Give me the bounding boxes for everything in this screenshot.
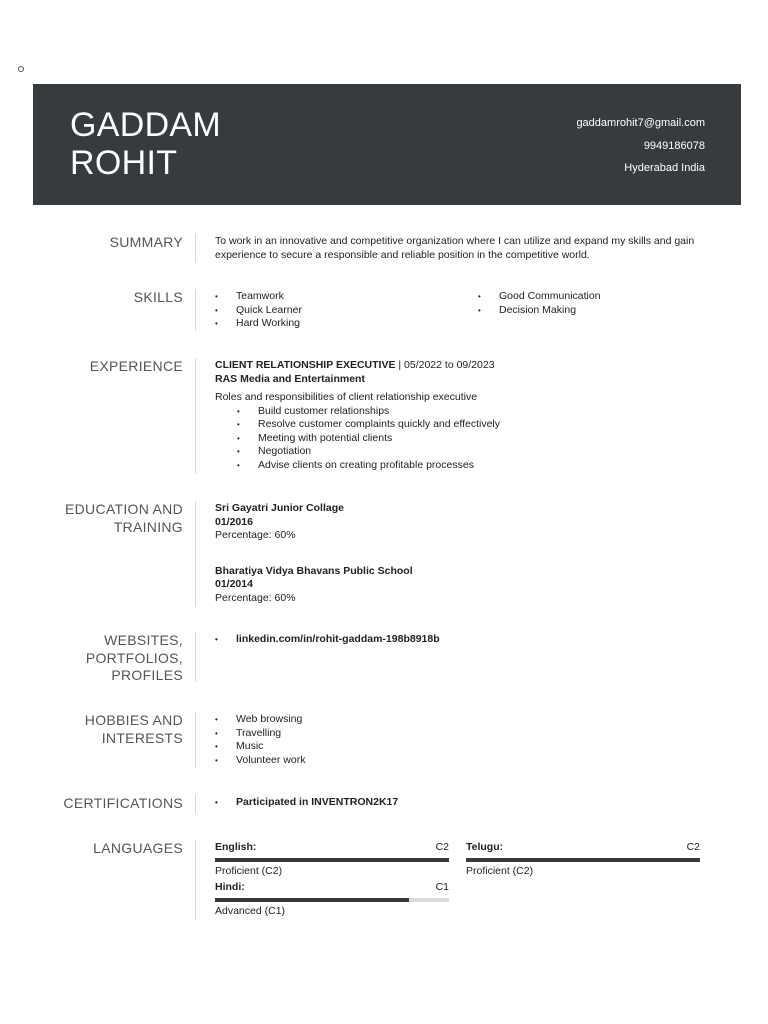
company-name: RAS Media and Entertainment: [215, 372, 365, 385]
language-level-bar: [466, 858, 700, 862]
certification-item: • Participated in INVENTRON2K17: [215, 796, 715, 810]
section-title-education: [65, 501, 183, 536]
section-title-experience: EXPERIENCE: [89, 358, 183, 374]
duty-item: • Advise clients on creating profitable processes: [237, 459, 715, 473]
language-level-fill: [466, 858, 700, 862]
experience-body: [215, 359, 715, 472]
summary-section: [0, 234, 768, 264]
phone-text: 9949186078: [643, 139, 705, 152]
hobby-item: • Volunteer work: [215, 754, 715, 768]
language-level: Proficient (C2): [466, 865, 534, 877]
section-title-certifications: CERTIFICATIONS: [63, 795, 183, 811]
contact-block: [576, 112, 705, 180]
language-level: Advanced (C1): [215, 905, 286, 917]
school-result: Percentage: 60%: [215, 591, 296, 604]
section-title-line: HOBBIES AND: [84, 712, 183, 728]
duty-item: • Build customer relationships: [237, 405, 715, 419]
language-level-fill: [215, 898, 409, 902]
section-title-line: WEBSITES,: [104, 632, 183, 648]
section-title-summary: SUMMARY: [109, 234, 183, 250]
hobby-item: • Web browsing: [215, 713, 715, 727]
full-name: [70, 106, 221, 182]
skill-item: • Quick Learner: [215, 304, 302, 318]
section-divider: [195, 358, 196, 474]
section-divider: [195, 632, 196, 682]
job-intro: Roles and responsibilities of client relationship executive: [215, 391, 478, 403]
language-code: C2: [435, 841, 449, 853]
job-title: CLIENT RELATIONSHIP EXECUTIVE: [215, 359, 396, 371]
websites-body: [215, 633, 715, 647]
section-divider: [195, 840, 196, 920]
certifications-body: [215, 796, 715, 810]
skills-section: [0, 289, 768, 331]
language-header: [215, 841, 449, 854]
section-title-languages: LANGUAGES: [93, 840, 183, 856]
email-text[interactable]: gaddamrohit7@gmail.com: [576, 117, 705, 129]
location-text: Hyderabad India: [624, 162, 705, 174]
skill-item: • Hard Working: [215, 317, 302, 331]
name-line-last: ROHIT: [70, 144, 178, 182]
corner-mark: [18, 66, 24, 72]
section-title-line: PROFILES: [111, 667, 183, 683]
job-dates: | 05/2022 to 09/2023: [398, 359, 495, 371]
duty-item: • Resolve customer complaints quickly and effectively: [237, 418, 715, 432]
skill-item: • Good Communication: [478, 290, 601, 304]
language-level-fill: [215, 858, 449, 862]
duty-item: • Negotiation: [237, 445, 715, 459]
language-level: Proficient (C2): [215, 865, 283, 877]
section-divider: [195, 289, 196, 331]
resume-header: [33, 84, 741, 205]
hobby-item: • Music: [215, 740, 715, 754]
school-date: 01/2016: [215, 515, 253, 528]
skill-item: • Decision Making: [478, 304, 601, 318]
section-title-websites: [86, 632, 183, 685]
websites-section: [0, 632, 768, 686]
section-divider: [195, 501, 196, 607]
section-divider: [195, 795, 196, 813]
skills-column-2: [478, 290, 601, 317]
school-date: 01/2014: [215, 578, 253, 590]
language-header: [215, 881, 449, 894]
language-name: English:: [215, 841, 257, 853]
section-divider: [195, 234, 196, 262]
hobby-item: • Travelling: [215, 727, 715, 741]
experience-section: [0, 358, 768, 474]
education-section: [0, 501, 768, 607]
job-heading: [215, 359, 715, 373]
profile-link[interactable]: • linkedin.com/in/rohit-gaddam-198b8918b: [215, 633, 715, 647]
certifications-section: [0, 795, 768, 815]
language-level-bar: [215, 858, 449, 862]
education-body: [215, 502, 715, 627]
language-item: [466, 841, 700, 878]
section-title-skills: SKILLS: [133, 289, 183, 305]
skills-column-1: [215, 290, 302, 331]
name-line-first: GADDAM: [70, 106, 222, 144]
language-item: [215, 841, 449, 878]
skill-item: • Teamwork: [215, 290, 302, 304]
language-header: [466, 841, 700, 854]
education-entry: [215, 502, 715, 543]
school-name: Bharatiya Vidya Bhavans Public School: [215, 564, 413, 577]
hobbies-section: [0, 712, 768, 768]
language-code: C2: [686, 841, 700, 853]
language-code: C1: [435, 881, 449, 893]
section-divider: [195, 712, 196, 768]
language-level-bar: [215, 898, 449, 902]
school-result: Percentage: 60%: [215, 529, 296, 541]
section-title-line: EDUCATION AND: [65, 501, 183, 517]
section-title-hobbies: [85, 712, 183, 747]
section-title-line: PORTFOLIOS,: [85, 649, 183, 666]
school-name: Sri Gayatri Junior Collage: [215, 502, 344, 514]
section-title-line: INTERESTS: [101, 729, 183, 746]
languages-section: [0, 840, 768, 920]
language-item: [215, 881, 449, 918]
hobbies-body: [215, 713, 715, 767]
summary-text: To work in an innovative and competitive organization where I can utilize and expand my skills and gain experience to secure a responsible and reliable position in the competitive world.: [215, 235, 695, 261]
section-title-line: TRAINING: [113, 518, 183, 535]
language-name: Hindi:: [215, 881, 245, 893]
duty-item: • Meeting with potential clients: [237, 432, 715, 446]
language-name: Telugu:: [466, 841, 504, 853]
education-entry: [215, 565, 715, 606]
